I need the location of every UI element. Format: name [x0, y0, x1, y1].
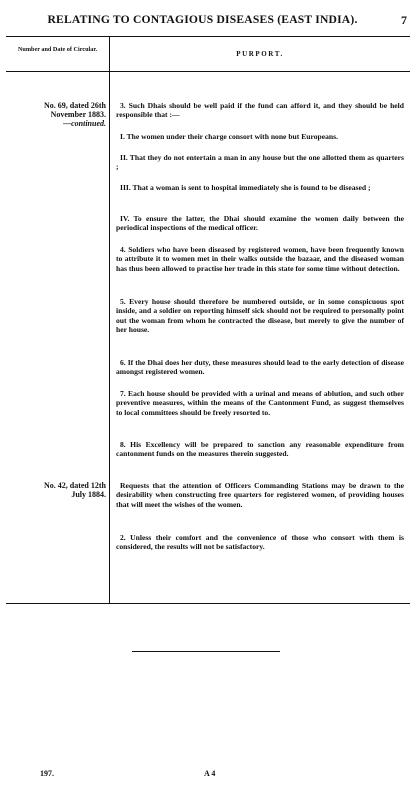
circulars-table: [6, 36, 410, 604]
purport-paragraph: I. The women under their charge consort with none but Europeans.: [120, 132, 338, 141]
purport-paragraph: 5. Every house should therefore be numbered outside, or in some conspicuous spot inside, and a soldier on reporting himself sick should not be required to personally point out the woman from whom he contracted the disease, but merely to give the number of her house.: [116, 297, 404, 334]
purport-paragraph: 8. His Excellency will be prepared to sanction any reasonable expenditure from cantonment funds on the measures therein suggested.: [116, 440, 404, 459]
purport-paragraph: II. That they do not entertain a man in any house but the one allotted them as quarters ;: [116, 153, 404, 172]
circular-number-date: No. 69, dated 26th: [43, 101, 106, 110]
purport-paragraph: Requests that the attention of Officers Commanding Stations may be drawn to the desirability when constructing free quarters for registered women, of providing houses that will meet the wishes of the women.: [116, 481, 404, 509]
circular-date-year: July 1884.: [71, 490, 106, 500]
purport-paragraph: IV. To ensure the latter, the Dhai should examine the women daily between the periodical inspections of the medical officer.: [116, 214, 404, 233]
circular-ref: [10, 481, 106, 499]
sheet-signature: A 4: [204, 769, 216, 778]
purport-paragraph: 6. If the Dhai does her duty, these measures should lead to the early detection of disease amongst registered women.: [116, 358, 404, 377]
page-number: 7: [401, 13, 407, 27]
col-header-number-date: Number and Date of Circular.: [17, 46, 98, 53]
purport-paragraph: 3. Such Dhais should be well paid if the fund can afford it, and they should be held responsible that :—: [116, 101, 404, 120]
continued-note: —continued.: [63, 119, 106, 129]
purport-paragraph: 4. Soldiers who have been diseased by registered women, have been frequently known to attribute it to women met in their walks outside the bazaar, and the diseased woman has thus been allowed to practise her trade in this state for some time without detection.: [116, 245, 404, 273]
footer-rule: [132, 651, 280, 652]
printer-signature: 197.: [40, 769, 54, 778]
running-head: [0, 8, 419, 30]
purport-paragraph: 7. Each house should be provided with a urinal and means of ablution, and such other preventive measures, within the means of the Cantonment Fund, as suggest themselves to local committees should be freely resorted to.: [116, 389, 404, 417]
circular-ref: [10, 101, 106, 129]
column-divider: [109, 37, 110, 603]
table-header-row: [6, 37, 410, 72]
purport-paragraph: 2. Unless their comfort and the convenience of those who consort with them is considered, the results will not be satisfactory.: [116, 533, 404, 552]
purport-paragraph: III. That a woman is sent to hospital immediately she is found to be diseased ;: [120, 183, 371, 192]
page-title: RELATING TO CONTAGIOUS DISEASES (EAST INDIA).: [47, 13, 358, 26]
circular-date-year: November 1883.: [50, 110, 106, 120]
circular-number-date: No. 42, dated 12th: [43, 481, 106, 490]
col-header-purport: PURPORT.: [236, 50, 284, 58]
